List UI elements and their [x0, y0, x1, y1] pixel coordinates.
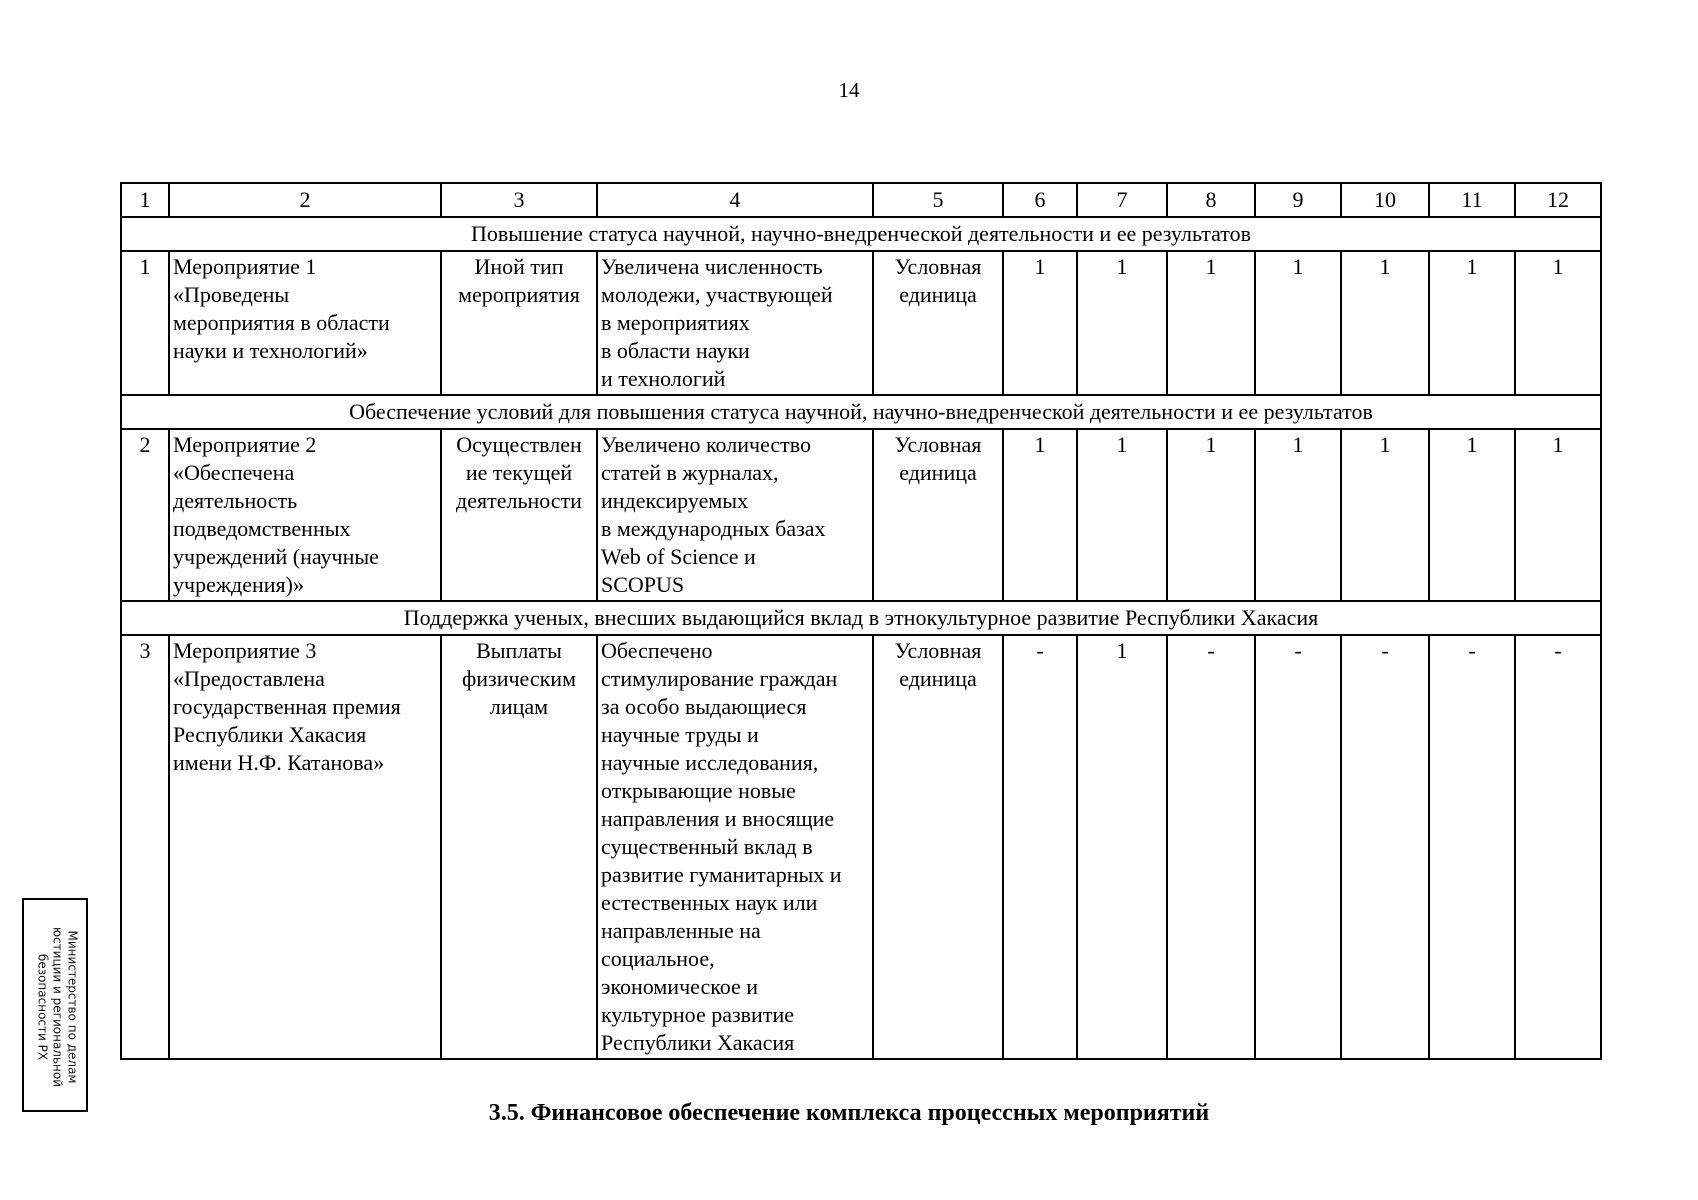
unit-cell: [873, 429, 1003, 601]
cell-line: науки и технологий»: [173, 338, 368, 363]
cell-line: мероприятия в области: [173, 310, 390, 335]
table-row: [121, 429, 1601, 601]
value-cell: -: [1167, 635, 1255, 1059]
column-number-cell: 7: [1077, 183, 1167, 217]
cell-line: имени Н.Ф. Катанова»: [173, 750, 385, 775]
cell-line: Мероприятие 3: [173, 638, 317, 663]
value-cell: 1: [1255, 429, 1341, 601]
event-name-cell: [169, 635, 441, 1059]
cell-line: развитие гуманитарных и: [601, 862, 842, 887]
section-heading: 3.5. Финансовое обеспечение комплекса процессных мероприятий: [488, 1100, 1210, 1126]
cell-line: лицам: [489, 694, 549, 719]
cell-line: ие текущей: [465, 460, 573, 485]
table-header-row: [121, 183, 1601, 217]
cell-line: Условная: [894, 432, 982, 457]
cell-line: «Обеспечена: [173, 460, 295, 485]
value-cell: 1: [1429, 251, 1515, 395]
cell-line: Выплаты: [476, 638, 562, 663]
value-cell: 1: [1003, 429, 1077, 601]
cell-line: естественных наук или: [601, 890, 818, 915]
cell-line: и технологий: [601, 366, 726, 391]
registration-stamp: [22, 898, 88, 1112]
value-cell: 1: [1255, 251, 1341, 395]
cell-line: физическим: [461, 666, 577, 691]
result-cell: [597, 635, 873, 1059]
table-row: [121, 635, 1601, 1059]
event-type-cell: [441, 635, 597, 1059]
column-number-cell: 12: [1515, 183, 1601, 217]
indicators-table: [120, 182, 1602, 1060]
cell-line: «Предоставлена: [173, 666, 325, 691]
column-number-cell: 5: [873, 183, 1003, 217]
unit-cell: [873, 635, 1003, 1059]
cell-line: молодежи, участвующей: [601, 282, 833, 307]
cell-line: «Проведены: [173, 282, 290, 307]
column-number-cell: 10: [1341, 183, 1429, 217]
cell-line: Мероприятие 1: [173, 254, 317, 279]
page-number: 14: [838, 78, 860, 102]
value-cell: -: [1341, 635, 1429, 1059]
cell-line: деятельности: [456, 488, 582, 513]
value-cell: 1: [1515, 251, 1601, 395]
column-number-cell: 3: [441, 183, 597, 217]
cell-line: SCOPUS: [601, 572, 685, 597]
cell-line: направленные на: [601, 918, 761, 943]
cell-line: Увеличена численность: [601, 254, 823, 279]
cell-line: статей в журналах,: [601, 460, 779, 485]
section-title: Обеспечение условий для повышения статуса научной, научно-внедренческой деятельности и ее результатов: [121, 395, 1601, 429]
cell-line: индексируемых: [601, 488, 749, 513]
cell-line: существенный вклад в: [601, 834, 813, 859]
cell-line: социальное,: [601, 946, 715, 971]
row-number: 1: [121, 251, 169, 395]
section-title: Повышение статуса научной, научно-внедренческой деятельности и ее результатов: [121, 217, 1601, 251]
section-title-row: [121, 395, 1601, 429]
column-number-cell: 6: [1003, 183, 1077, 217]
value-cell: -: [1515, 635, 1601, 1059]
value-cell: 1: [1077, 251, 1167, 395]
cell-line: единица: [899, 282, 977, 307]
unit-cell: [873, 251, 1003, 395]
cell-line: учреждения)»: [173, 572, 304, 597]
section-title: Поддержка ученых, внесших выдающийся вклад в этнокультурное развитие Республики Хакасия: [121, 601, 1601, 635]
event-type-cell: [441, 251, 597, 395]
event-type-cell: [441, 429, 597, 601]
value-cell: 1: [1341, 429, 1429, 601]
cell-line: единица: [899, 666, 977, 691]
section-title-row: [121, 217, 1601, 251]
value-cell: 1: [1077, 635, 1167, 1059]
cell-line: Условная: [894, 638, 982, 663]
cell-line: за особо выдающиеся: [601, 694, 807, 719]
cell-line: государственная премия: [173, 694, 401, 719]
column-number-cell: 4: [597, 183, 873, 217]
cell-line: в международных базах: [601, 516, 826, 541]
cell-line: учреждений (научные: [173, 544, 379, 569]
event-name-cell: [169, 429, 441, 601]
cell-line: Иной тип: [474, 254, 564, 279]
cell-line: Web of Science и: [601, 544, 756, 569]
column-number-cell: 2: [169, 183, 441, 217]
cell-line: Мероприятие 2: [173, 432, 317, 457]
cell-line: культурное развитие: [601, 1002, 794, 1027]
cell-line: Обеспечено: [601, 638, 713, 663]
cell-line: научные труды и: [601, 722, 759, 747]
value-cell: -: [1003, 635, 1077, 1059]
stamp-line: юстиции и региональной: [50, 926, 65, 1088]
value-cell: 1: [1167, 251, 1255, 395]
cell-line: экономическое и: [601, 974, 759, 999]
value-cell: 1: [1429, 429, 1515, 601]
value-cell: 1: [1515, 429, 1601, 601]
column-number-cell: 8: [1167, 183, 1255, 217]
result-cell: [597, 251, 873, 395]
value-cell: 1: [1341, 251, 1429, 395]
value-cell: 1: [1077, 429, 1167, 601]
cell-line: деятельность: [173, 488, 298, 513]
column-number-cell: 11: [1429, 183, 1515, 217]
result-cell: [597, 429, 873, 601]
cell-line: в мероприятиях: [601, 310, 750, 335]
cell-line: в области науки: [601, 338, 750, 363]
cell-line: Республики Хакасия: [601, 1030, 795, 1055]
table-row: [121, 251, 1601, 395]
cell-line: Осуществлен: [456, 432, 582, 457]
cell-line: направления и вносящие: [601, 806, 835, 831]
stamp-text: [35, 907, 80, 1107]
cell-line: подведомственных: [173, 516, 351, 541]
cell-line: стимулирование граждан: [601, 666, 838, 691]
cell-line: Увеличено количество: [601, 432, 811, 457]
cell-line: единица: [899, 460, 977, 485]
column-number-cell: 9: [1255, 183, 1341, 217]
column-number-cell: 1: [121, 183, 169, 217]
value-cell: -: [1429, 635, 1515, 1059]
cell-line: Условная: [894, 254, 982, 279]
stamp-line: безопасности РХ: [35, 953, 50, 1061]
row-number: 3: [121, 635, 169, 1059]
cell-line: научные исследования,: [601, 750, 819, 775]
value-cell: -: [1255, 635, 1341, 1059]
stamp-line: Министерство по делам: [65, 930, 80, 1084]
cell-line: Республики Хакасия: [173, 722, 367, 747]
value-cell: 1: [1003, 251, 1077, 395]
cell-line: открывающие новые: [601, 778, 796, 803]
section-title-row: [121, 601, 1601, 635]
value-cell: 1: [1167, 429, 1255, 601]
cell-line: мероприятия: [458, 282, 580, 307]
row-number: 2: [121, 429, 169, 601]
event-name-cell: [169, 251, 441, 395]
